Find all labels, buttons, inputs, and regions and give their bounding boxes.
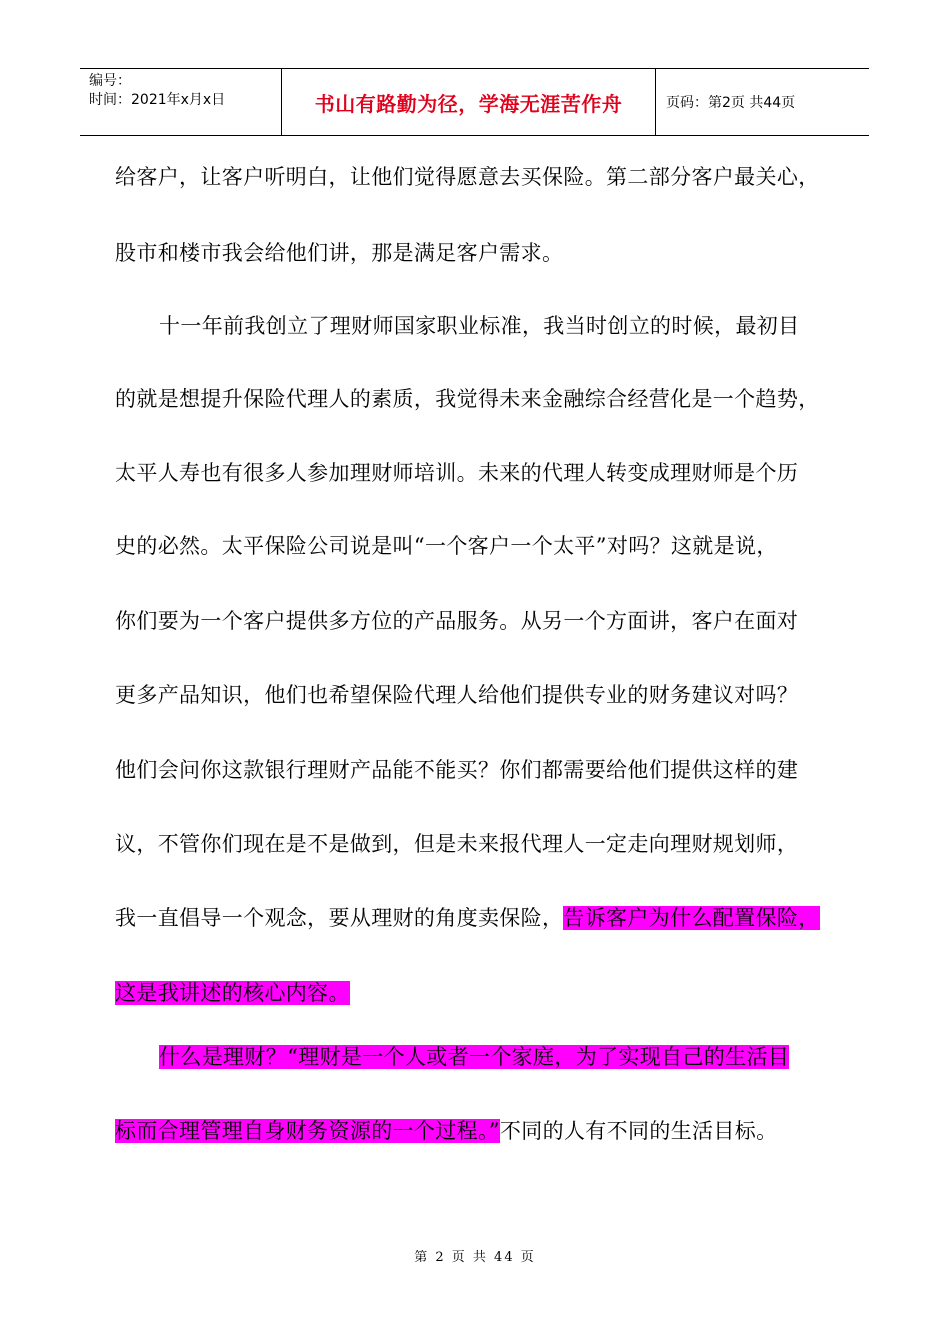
body-line [115,382,820,416]
body-line-text: 你们要为一个客户提供多方位的产品服务。从另一个方面讲，客户在面对 [115,609,799,633]
body-line-text: 股市和楼市我会给他们讲，那是满足客户需求。 [115,241,564,265]
body-line-text: 十一年前我创立了理财师国家职业标准，我当时创立的时候，最初目 [159,314,800,338]
highlighted-text: 这是我讲述的核心内容。 [115,981,350,1005]
body-line-text: 太平人寿也有很多人参加理财师培训。未来的代理人转变成理财师是个历 [115,461,799,485]
doc-number-label: 编号： [89,73,131,89]
body-line-text: 给客户，让客户听明白，让他们觉得愿意去买保险。第二部分客户最关心， [115,165,820,189]
body-line [115,678,798,712]
body-line-text: 的就是想提升保险代理人的素质，我觉得未来金融综合经营化是一个趋势， [115,387,820,411]
body-line [115,529,778,563]
highlighted-text: 什么是理财？“理财是一个人或者一个家庭，为了实现自己的生活目 [159,1045,790,1069]
document-header [80,68,869,136]
page-footer: 第 2 页 共 44 页 [414,1250,536,1265]
body-line [115,827,798,861]
body-line [115,901,820,935]
body-line-text: 史的必然。太平保险公司说是叫“一个客户一个太平”对吗？这就是说， [115,534,778,558]
body-line [115,160,820,194]
body-line [115,976,350,1010]
paragraph-start-line [115,1040,789,1074]
body-line [115,604,798,638]
highlighted-text: 告诉客户为什么配置保险， [563,906,820,930]
body-line-text: 更多产品知识，他们也希望保险代理人给他们提供专业的财务建议对吗？ [115,683,799,707]
body-line-text: 不同的人有不同的生活目标。 [499,1119,778,1143]
body-line [115,1114,777,1148]
highlighted-text: 标而合理管理自身财务资源的一个过程。” [115,1119,500,1143]
body-line-text: 他们会问你这款银行理财产品能不能买？你们都需要给他们提供这样的建 [115,758,799,782]
date-label: 时间：2021年x月x日 [89,92,226,108]
header-meta [80,69,282,135]
header-page-info: 页码：第2页 共44页 [666,95,796,111]
body-line-text: 我一直倡导一个观念，要从理财的角度卖保险， [115,906,564,930]
body-line-text: 议，不管你们现在是不是做到，但是未来报代理人一定走向理财规划师， [115,832,799,856]
body-line [115,753,798,787]
body-line [115,236,563,270]
header-motto: 书山有路勤为径，学海无涯苦作舟 [282,69,656,135]
paragraph-start-line [115,309,800,343]
body-line [115,456,798,490]
